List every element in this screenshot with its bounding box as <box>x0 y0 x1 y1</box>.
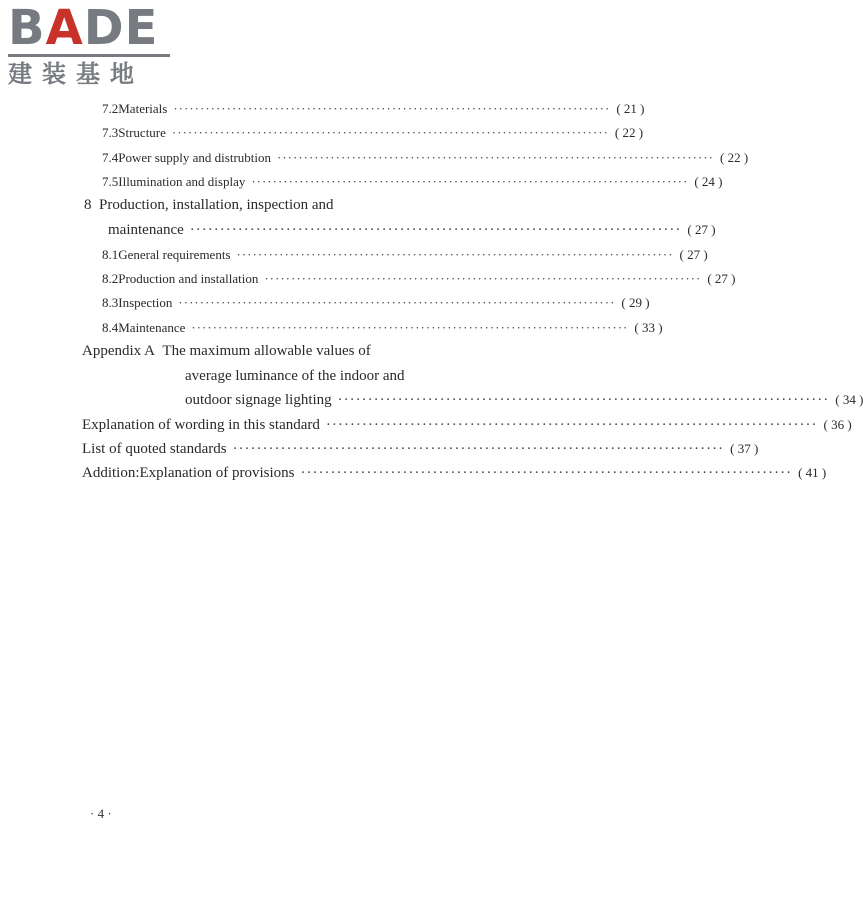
toc-entry-8-line1: 8 Production, installation, inspection and <box>84 197 334 213</box>
toc-addition-explanation: Addition:Explanation of provisions ·················································································· ( 41 ) <box>82 465 827 481</box>
toc-list-of-quoted-standards: List of quoted standards ·················································································· ( 37 ) <box>82 441 759 457</box>
toc-entry-8-1: 8.1 General requirements ·················································································· ( 27 ) <box>102 247 708 262</box>
toc-entry-8-2: 8.2 Production and installation ·················································································· ( 27 ) <box>102 271 736 286</box>
toc-appendix-a-line1: Appendix A The maximum allowable values of <box>82 343 371 359</box>
toc-entry-7-5: 7.5 Illumination and display ·················································································· ( 24 ) <box>102 174 723 189</box>
toc-entry-7-4: 7.4 Power supply and distrubtion ·················································································· ( 22 ) <box>102 150 749 165</box>
bade-logo <box>8 0 178 88</box>
toc-appendix-a-line2: average luminance of the indoor and <box>185 368 405 384</box>
toc-entry-8: maintenance ·················································································· ( 27 ) <box>108 222 716 238</box>
page-number: · 4 · <box>90 806 112 821</box>
toc-entry-8-4: 8.4 Maintenance ·················································································· ( 33 ) <box>102 320 663 335</box>
toc-entry-8-3: 8.3 Inspection ·················································································· ( 29 ) <box>102 295 650 310</box>
toc-explanation-of-wording: Explanation of wording in this standard ·················································································· ( 36 ) <box>82 417 852 433</box>
toc-appendix-a: outdoor signage lighting ·················································································· ( 34 ) <box>185 392 863 408</box>
logo-text: BADE <box>8 0 159 56</box>
toc-entry-7-2: 7.2 Materials ·················································································· ( 21 ) <box>102 101 645 116</box>
logo-chinese-text: 建装基地 <box>8 60 144 88</box>
toc-entry-7-3: 7.3 Structure ·················································································· ( 22 ) <box>102 125 644 140</box>
